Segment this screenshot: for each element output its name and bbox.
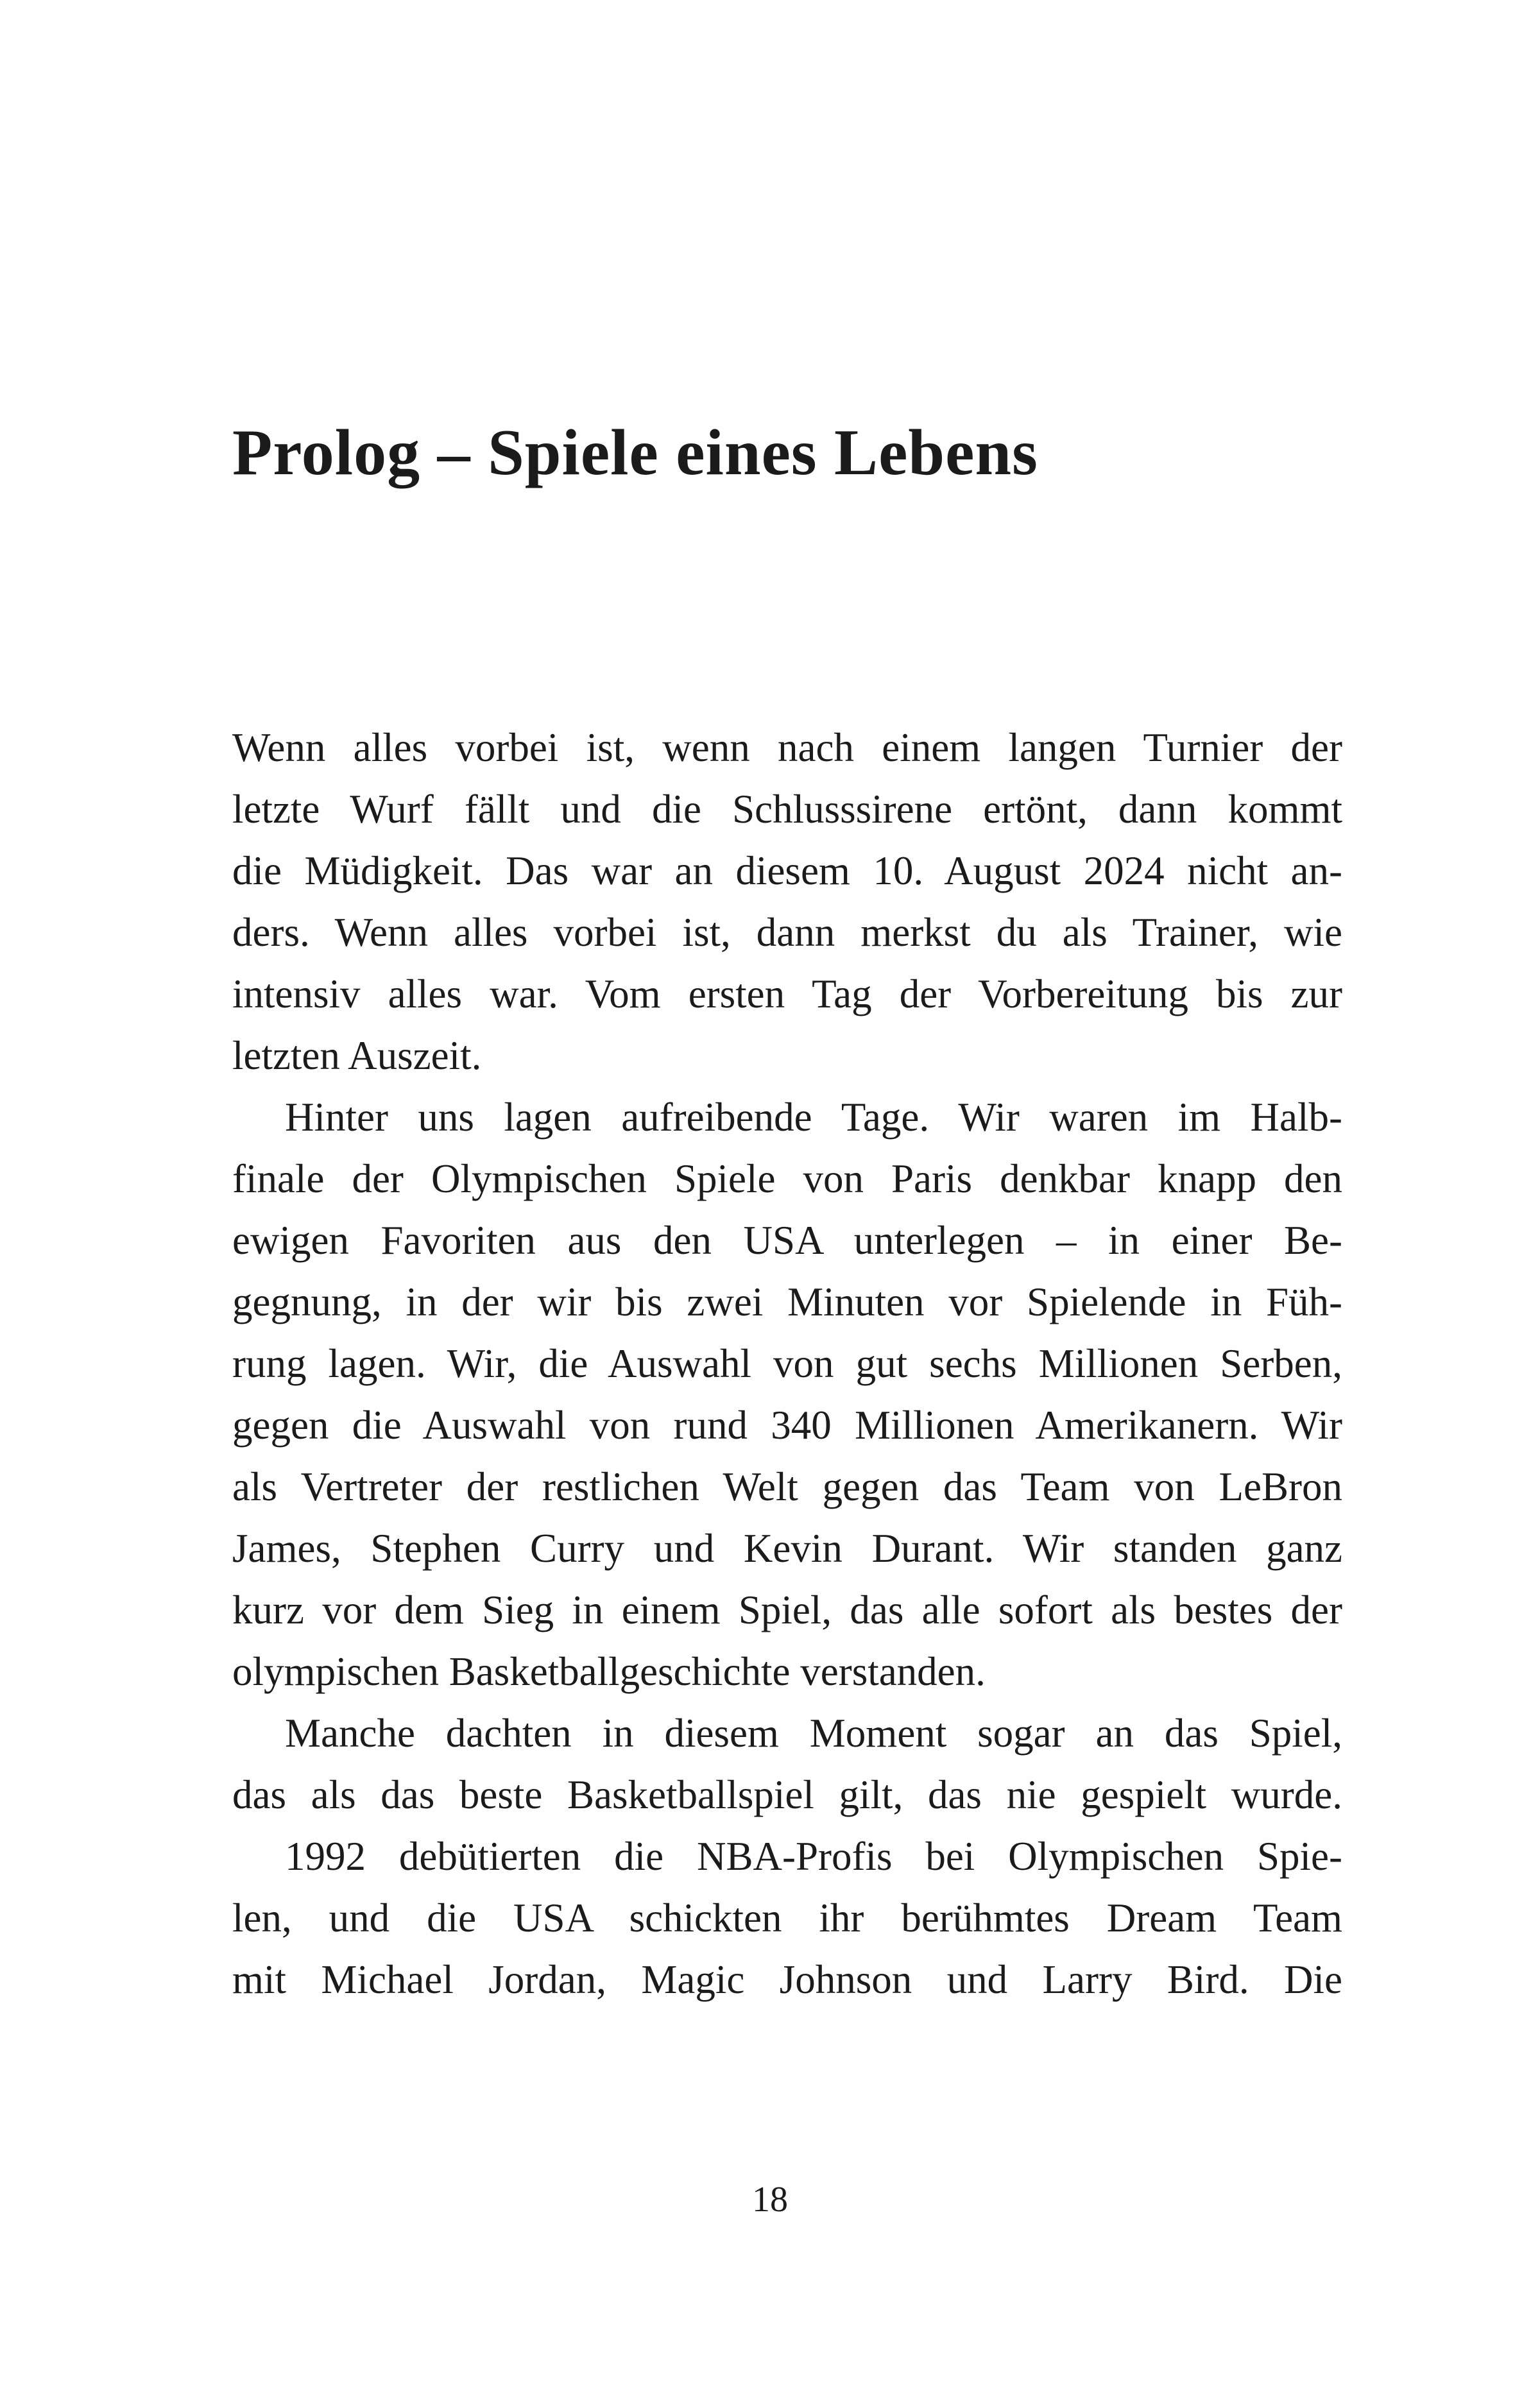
text-line: olympischen Basketballgeschichte verstanden. [232, 1649, 986, 1694]
text-line: rung lagen. Wir, die Auswahl von gut sechs Millionen Serben, [232, 1341, 1342, 1386]
text-line: James, Stephen Curry und Kevin Durant. Wir standen ganz [232, 1526, 1342, 1571]
text-line: als Vertreter der restlichen Welt gegen das Team von LeBron [232, 1464, 1342, 1509]
text-line: Wenn alles vorbei ist, wenn nach einem langen Turnier der [232, 725, 1342, 770]
text-line: gegen die Auswahl von rund 340 Millionen Amerikanern. Wir [232, 1403, 1342, 1448]
text-line: Manche dachten in diesem Moment sogar an das Spiel, [285, 1711, 1342, 1756]
body-text [232, 717, 1342, 2010]
text-line: mit Michael Jordan, Magic Johnson und Larry Bird. Die [232, 1957, 1342, 2002]
chapter-title: Prolog – Spiele eines Lebens [232, 416, 1038, 490]
paragraph [232, 1702, 1342, 1826]
text-line: die Müdigkeit. Das war an diesem 10. August 2024 nicht an- [232, 848, 1342, 893]
text-line: ders. Wenn alles vorbei ist, dann merkst du als Trainer, wie [232, 910, 1342, 955]
text-line: 1992 debütierten die NBA-Profis bei Olympischen Spie- [285, 1834, 1342, 1879]
text-line: letzten Auszeit. [232, 1033, 482, 1078]
text-line: Hinter uns lagen aufreibende Tage. Wir waren im Halb- [285, 1095, 1342, 1140]
page-number: 18 [752, 2180, 788, 2220]
paragraph [232, 1826, 1342, 2010]
text-line: ewigen Favoriten aus den USA unterlegen – in einer Be- [232, 1218, 1342, 1263]
text-line: kurz vor dem Sieg in einem Spiel, das alle sofort als bestes der [232, 1587, 1342, 1632]
text-line: das als das beste Basketballspiel gilt, das nie gespielt wurde. [232, 1772, 1342, 1817]
paragraph [232, 1086, 1342, 1702]
text-line: intensiv alles war. Vom ersten Tag der Vorbereitung bis zur [232, 971, 1342, 1016]
text-line: gegnung, in der wir bis zwei Minuten vor Spielende in Füh- [232, 1279, 1342, 1324]
text-line: finale der Olympischen Spiele von Paris denkbar knapp den [232, 1156, 1342, 1201]
text-line: len, und die USA schickten ihr berühmtes Dream Team [232, 1895, 1342, 1940]
text-line: letzte Wurf fällt und die Schlusssirene ertönt, dann kommt [232, 787, 1342, 832]
paragraph [232, 717, 1342, 1086]
